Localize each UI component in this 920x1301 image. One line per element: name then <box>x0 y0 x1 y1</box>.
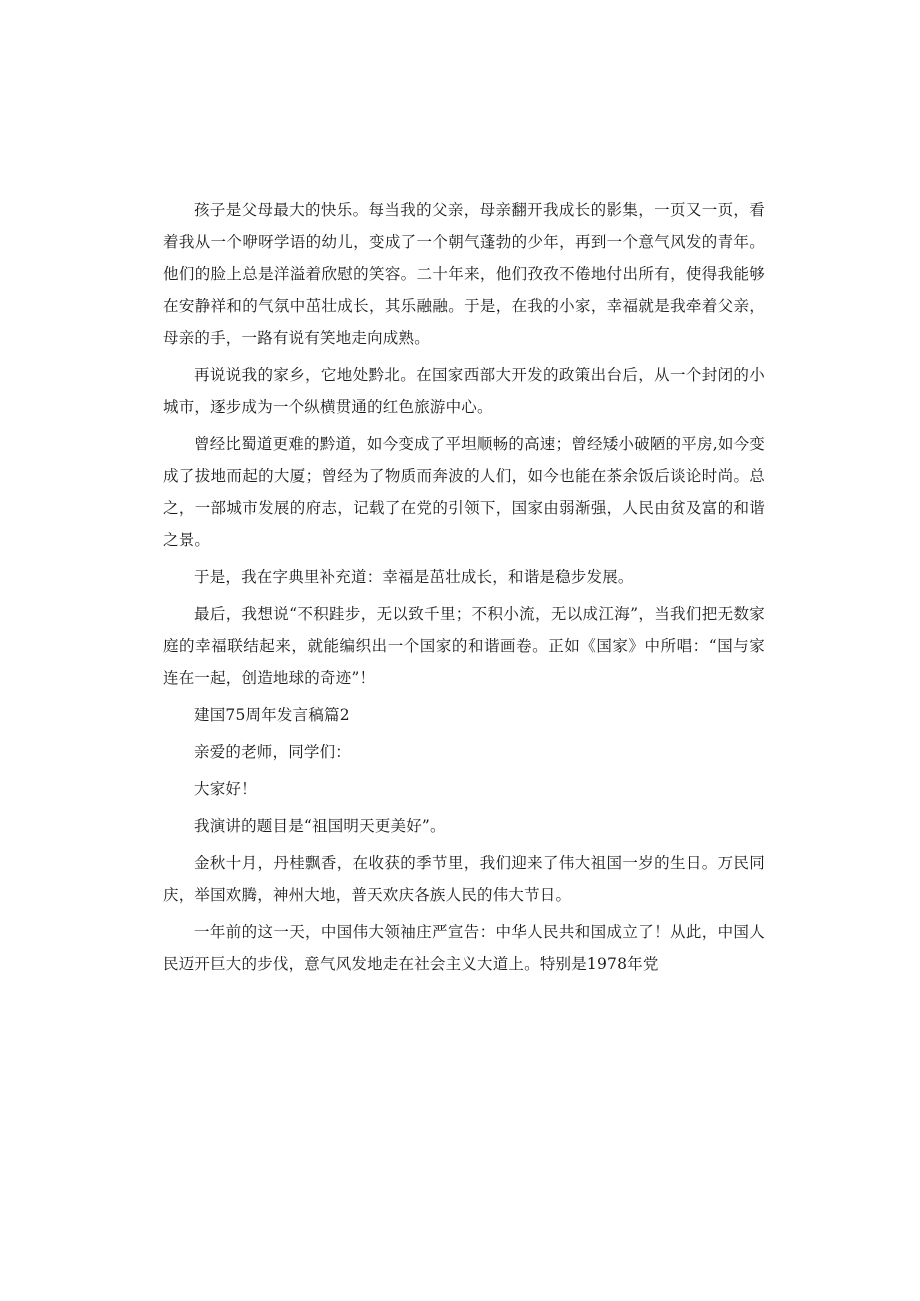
paragraph-hometown: 再说说我的家乡，它地处黔北。在国家西部大开发的政策出台后，从一个封闭的小城市，逐步成为一个纵横贯通的红色旅游中心。 <box>163 366 765 416</box>
document-body <box>163 194 765 985</box>
paragraph-conclusion: 最后，我想说“不积跬步，无以致千里；不积小流，无以成江海”，当我们把无数家庭的幸福联结起来，就能编织出一个国家的和谐画卷。正如《国家》中所唱：“国与家连在一起，创造地球的奇迹”！ <box>163 605 765 687</box>
paragraph-founding: 一年前的这一天，中国伟大领袖庄严宣告：中华人民共和国成立了！从此，中国人民迈开巨大的步伐，意气风发地走在社会主义大道上。特别是1978年党 <box>163 923 765 973</box>
paragraph-dictionary: 于是，我在字典里补充道：幸福是茁壮成长，和谐是稳步发展。 <box>194 568 634 586</box>
greeting: 大家好！ <box>194 780 257 798</box>
section-heading: 建国75周年发言稿篇2 <box>194 706 350 724</box>
paragraph-city-change: 曾经比蜀道更难的黔道，如今变成了平坦顺畅的高速；曾经矮小破陋的平房,如今变成了拔地而起的大厦；曾经为了物质而奔波的人们，如今也能在茶余饭后谈论时尚。总之，一部城市发展的府志，记载了在党的引领下，国家由弱渐强，人民由贫及富的和谐之景。 <box>163 435 765 549</box>
paragraph-happiness-childhood: 孩子是父母最大的快乐。每当我的父亲，母亲翻开我成长的影集，一页又一页，看着我从一个咿呀学语的幼儿，变成了一个朝气蓬勃的少年，再到一个意气风发的青年。他们的脸上总是洋溢着欣慰的笑容。二十年来，他们孜孜不倦地付出所有，使得我能够在安静祥和的气氛中茁壮成长，其乐融融。于是，在我的小家，幸福就是我牵着父亲，母亲的手，一路有说有笑地走向成熟。 <box>163 201 765 347</box>
paragraph-autumn: 金秋十月，丹桂飘香，在收获的季节里，我们迎来了伟大祖国一岁的生日。万民同庆，举国欢腾，神州大地，普天欢庆各族人民的伟大节日。 <box>163 854 765 904</box>
salutation: 亲爱的老师，同学们： <box>194 743 352 761</box>
speech-title-line: 我演讲的题目是“祖国明天更美好”。 <box>194 817 446 835</box>
